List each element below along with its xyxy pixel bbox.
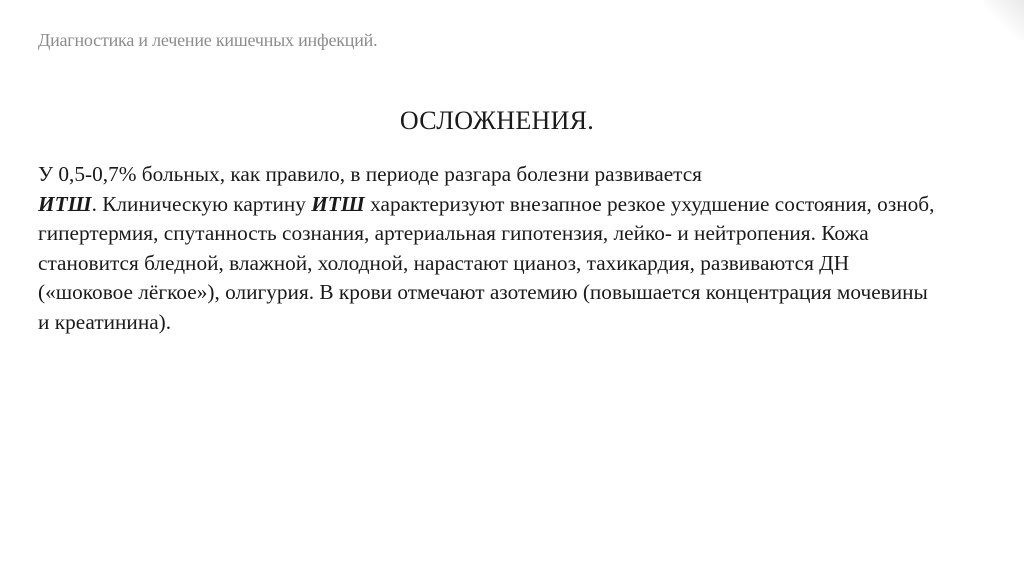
- slide-title: ОСЛОЖНЕНИЯ.: [399, 106, 595, 135]
- page-corner-shadow: [984, 0, 1024, 40]
- abbreviation-itsh-2: ИТШ: [311, 191, 365, 216]
- body-text-part-2: . Клиническую картину: [91, 191, 312, 216]
- body-text-part-3: характеризуют внезапное резкое ухудшение состояния, озноб, гипертермия, спутанность сознания, артериальная гипотензия, лейко- и нейтропения. Кожа становится бледной, влажной, холодной, нарастают цианоз, тахикардия, развиваются ДН («шоковое лёгкое»), олигурия. В крови отмечают азотемию (повышается концентрация мочевины и креатинина).: [38, 191, 935, 334]
- slide-body-paragraph: [38, 160, 938, 337]
- abbreviation-itsh-1: ИТШ: [38, 191, 92, 216]
- body-text-part-1: У 0,5-0,7% больных, как правило, в периоде разгара болезни развивается: [38, 162, 702, 186]
- slide-header: Диагностика и лечение кишечных инфекций.: [38, 30, 378, 50]
